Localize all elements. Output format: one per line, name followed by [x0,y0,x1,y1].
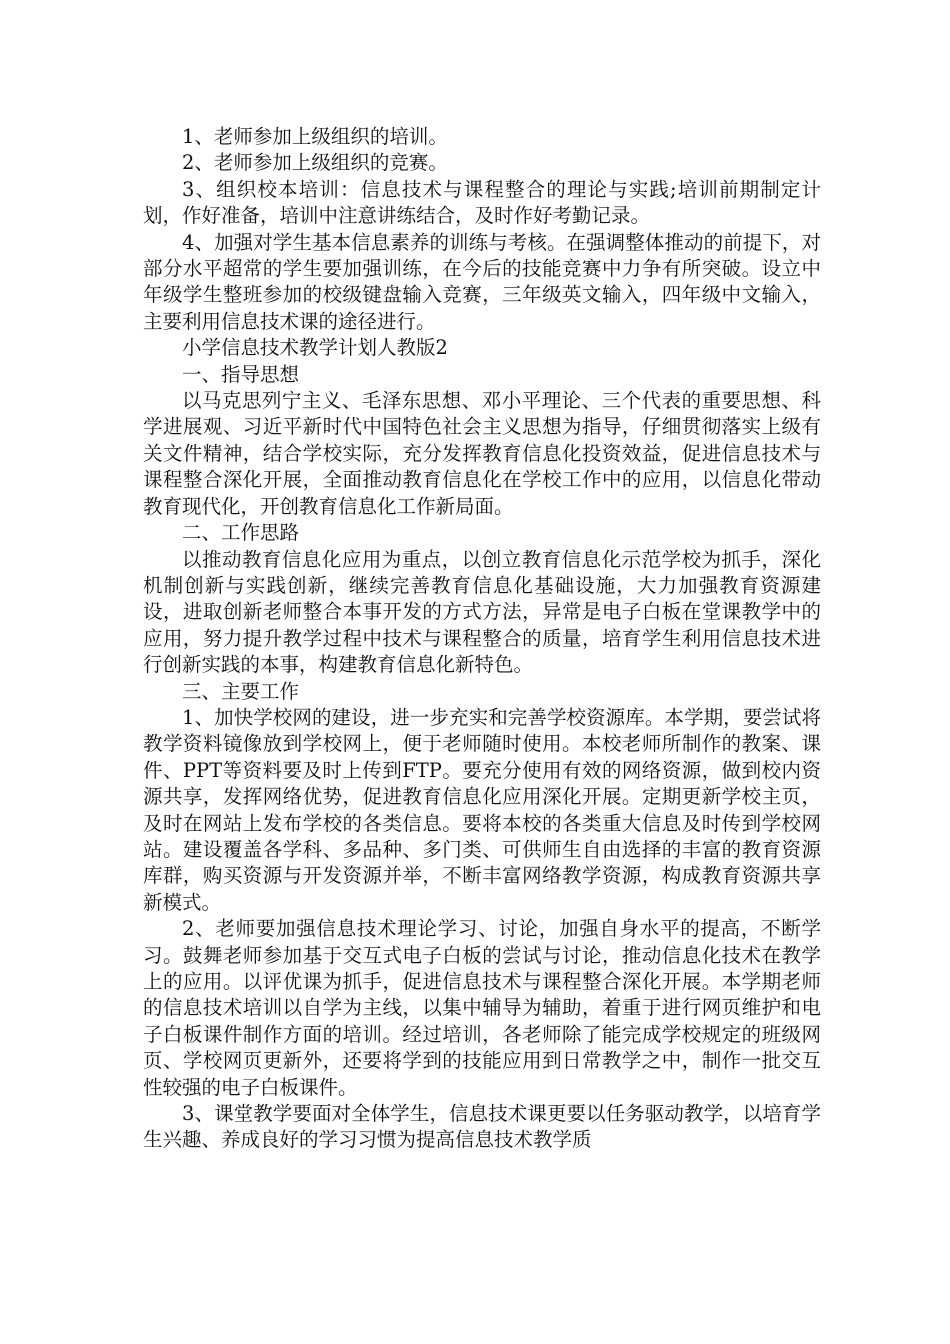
paragraph-main-work-3: 3、课堂教学要面对全体学生，信息技术课更要以任务驱动教学，以培育学生兴趣、养成良好的学习习惯为提高信息技术教学质 [143,1102,821,1152]
paragraph-item-4: 4、加强对学生基本信息素养的训练与考核。在强调整体推动的前提下，对部分水平超常的学生要加强训练，在今后的技能竞赛中力争有所突破。设立中年级学生整班参加的校级键盘输入竞赛，三年级英文输入，四年级中文输入，主要利用信息技术课的途径进行。 [143,230,821,333]
paragraph-item-3: 3、组织校本培训：信息技术与课程整合的理论与实践;培训前期制定计划，作好准备，培训中注意讲练结合，及时作好考勤记录。 [143,177,821,228]
document-body [143,124,821,1154]
heading-work-approach: 二、工作思路 [182,521,300,545]
paragraph-main-work-1: 1、加快学校网的建设，进一步充实和完善学校资源库。本学期，要尝试将教学资料镜像放到学校网上，便于老师随时使用。本校老师所制作的教案、课件、PPT等资料要及时上传到FTP。要充分使用有效的网络资源，做到校内资源共享，发挥网络优势，促进教育信息化应用深化开展。定期更新学校主页，及时在网站上发布学校的各类信息。要将本校的各类重大信息及时传到学校网站。建设覆盖各学科、多品种、多门类、可供师生自由选择的丰富的教育资源库群，购买资源与开发资源并举，不断丰富网络教学资源，构成教育资源共享新模式。 [143,705,821,914]
paragraph-main-work-2: 2、老师要加强信息技术理论学习、讨论，加强自身水平的提高，不断学习。鼓舞老师参加基于交互式电子白板的尝试与讨论，推动信息化技术在教学上的应用。以评优课为抓手，促进信息技术与课程整合深化开展。本学期老师的信息技术培训以自学为主线，以集中辅导为辅助，着重于进行网页维护和电子白板课件制作方面的培训。经过培训，各老师除了能完成学校规定的班级网页、学校网页更新外，还要将学到的技能应用到日常教学之中，制作一批交互性较强的电子白板课件。 [143,917,821,1099]
heading-guiding-thought: 一、指导思想 [182,362,300,386]
section-title: 小学信息技术教学计划人教版2 [182,336,448,360]
paragraph-item-2: 2、老师参加上级组织的竞赛。 [182,151,448,175]
paragraph-guiding-thought: 以马克思列宁主义、毛泽东思想、邓小平理论、三个代表的重要思想、科学进展观、习近平新时代中国特色社会主义思想为指导，仔细贯彻落实上级有关文件精神，结合学校实际，充分发挥教育信息化投资效益，促进信息技术与课程整合深化开展，全面推动教育信息化在学校工作中的应用，以信息化带动教育现代化，开创教育信息化工作新局面。 [143,389,821,518]
paragraph-work-approach: 以推动教育信息化应用为重点，以创立教育信息化示范学校为抓手，深化机制创新与实践创新，继续完善教育信息化基础设施，大力加强教育资源建设，进取创新老师整合本事开发的方式方法，异常是电子白板在堂课教学中的应用，努力提升教学过程中技术与课程整合的质量，培育学生利用信息技术进行创新实践的本事，构建教育信息化新特色。 [143,547,821,677]
heading-main-work: 三、主要工作 [182,679,300,703]
paragraph-item-1: 1、老师参加上级组织的培训。 [182,125,448,148]
